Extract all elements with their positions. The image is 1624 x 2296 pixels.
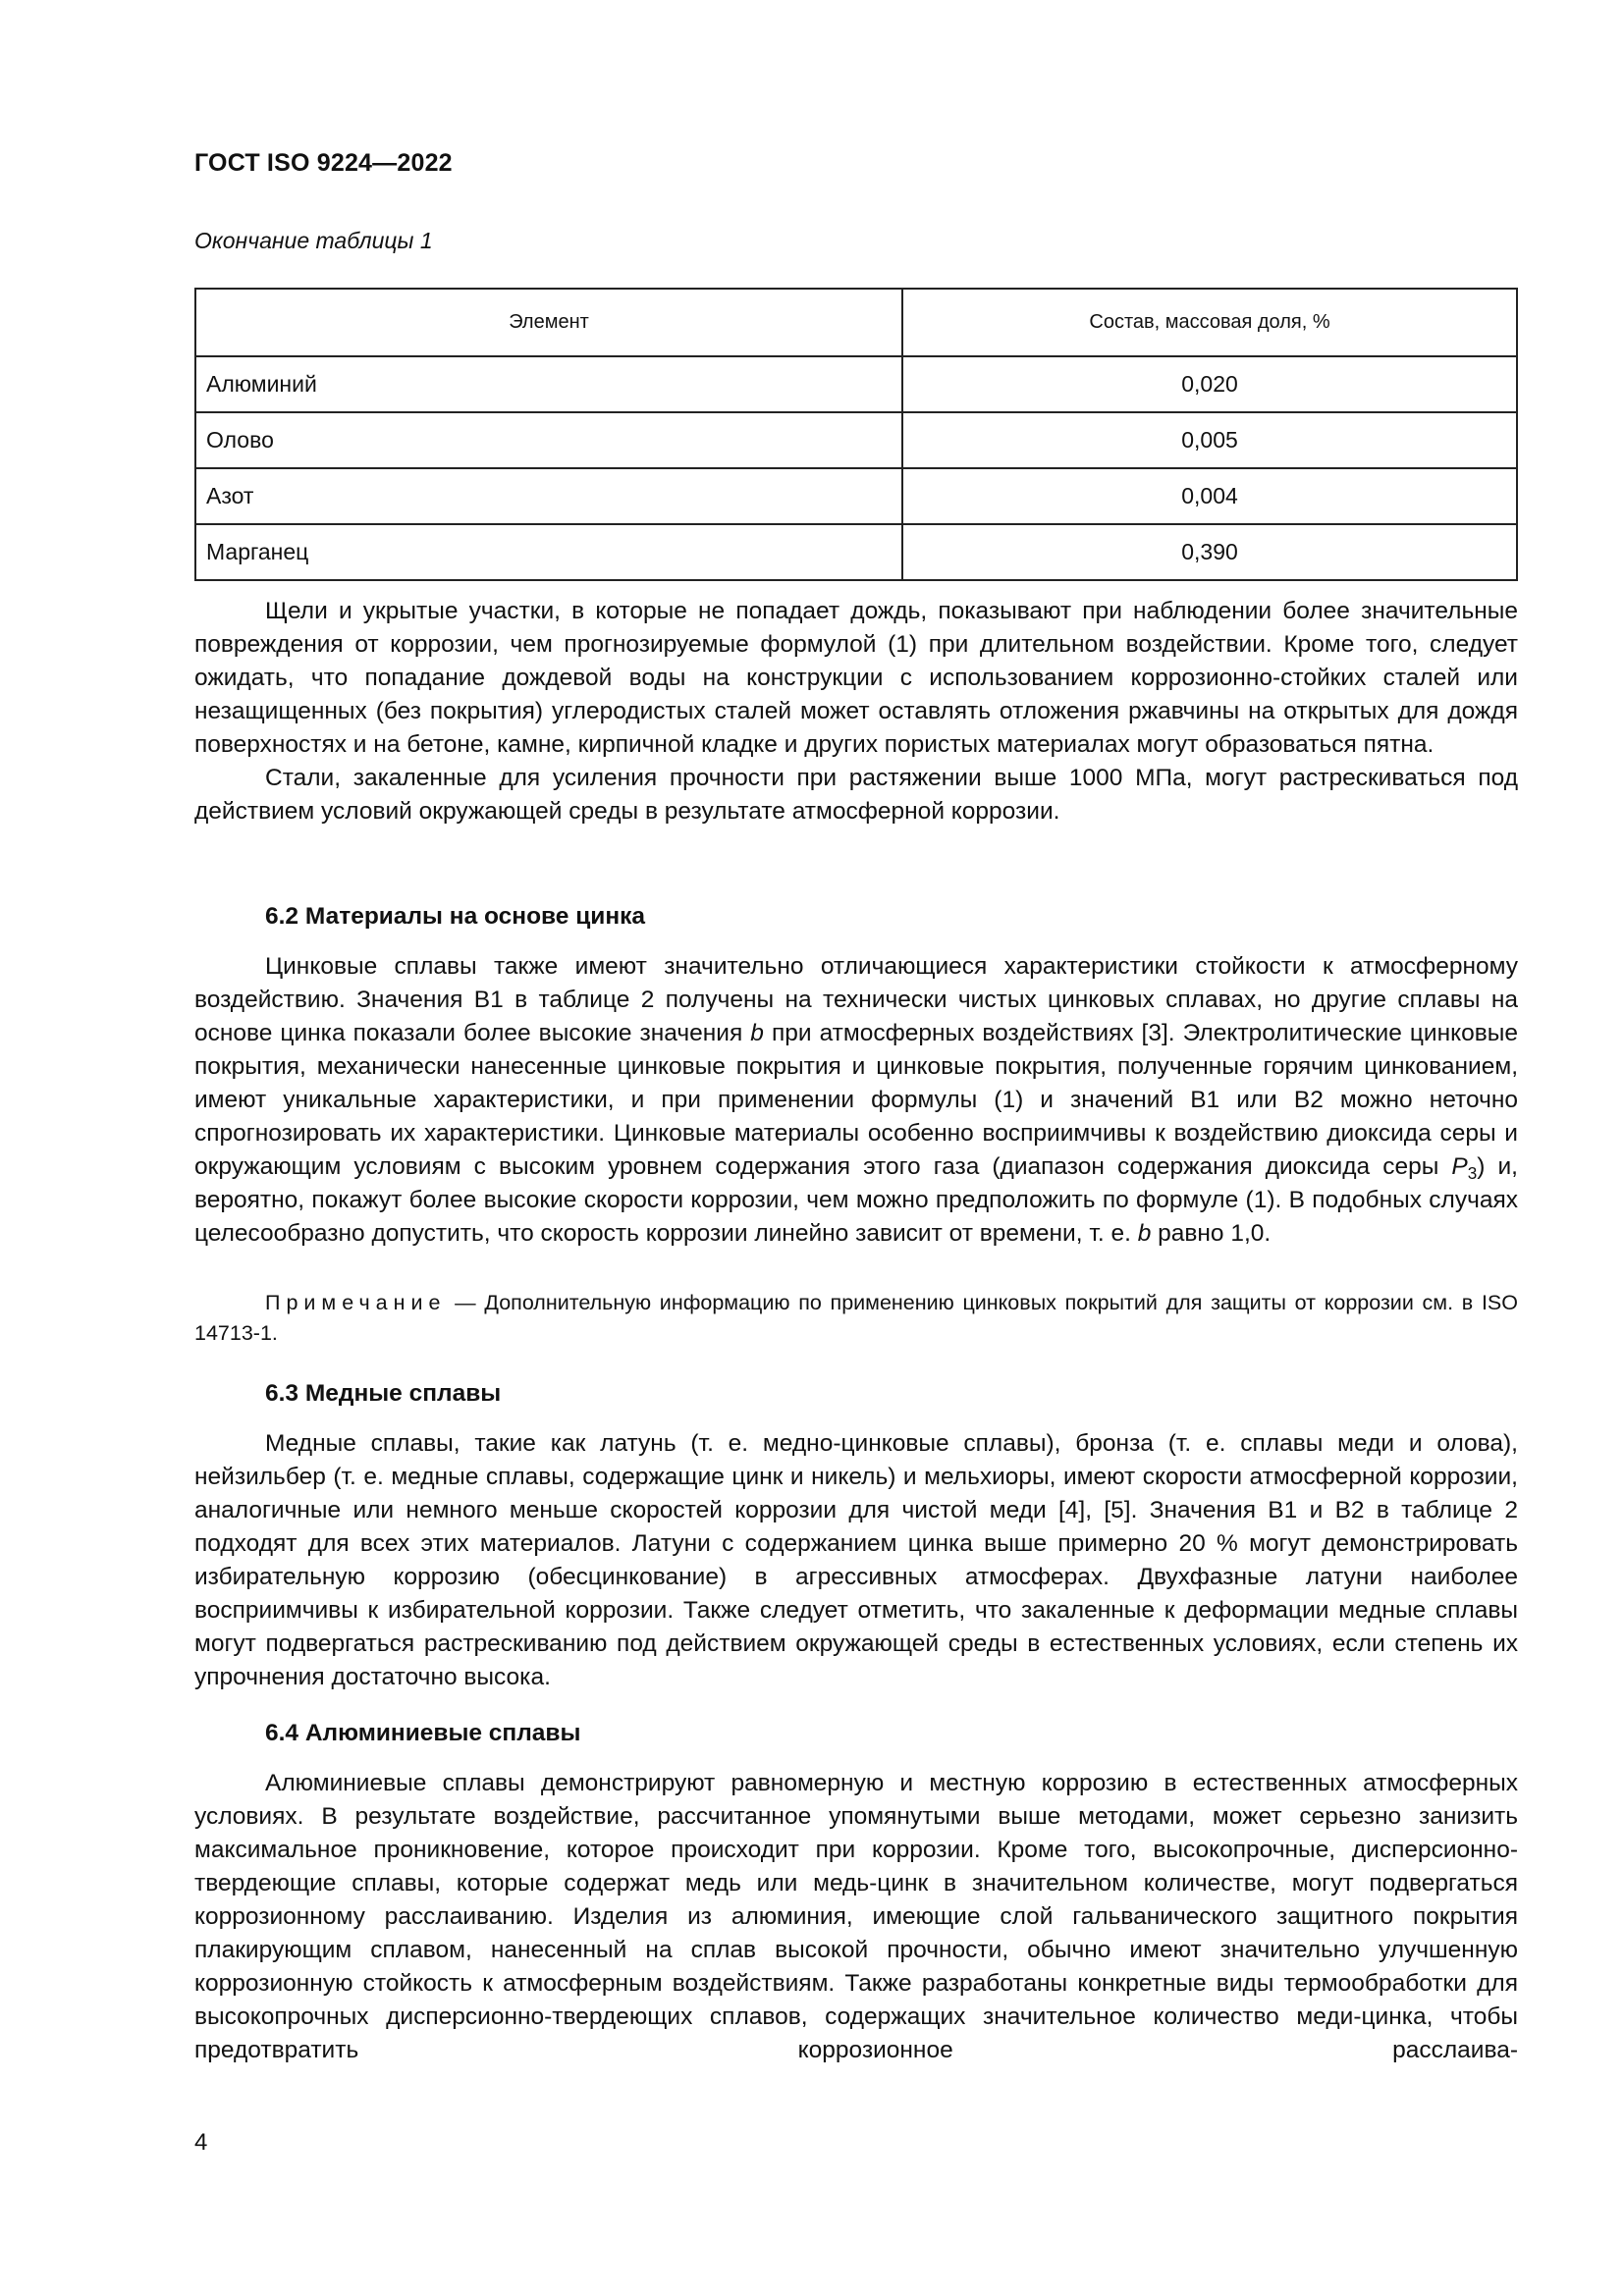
table-row [195,356,1517,412]
element-cell: Олово [195,412,902,468]
section-6-3-text [194,1427,1518,1694]
value-cell: 0,005 [902,412,1517,468]
variable-p-subscript: 3 [1467,1163,1478,1183]
note-text: — Дополнительную информацию по применению цинковых покрытий для защиты от коррозии см. в ISO 14713-1. [194,1291,1518,1345]
composition-table [194,288,1518,581]
note-label: Примечание [265,1291,447,1314]
table-caption: Окончание таблицы 1 [194,228,433,253]
paragraph: Стали, закаленные для усиления прочности при растяжении выше 1000 МПа, могут растрескиваться под действием условий окружающей среды в результате атмосферной коррозии. [194,765,1518,825]
document-header: ГОСТ ISO 9224—2022 [194,149,453,177]
table-row [195,468,1517,524]
variable-p: P [1451,1153,1468,1180]
section-6-2-text [194,950,1518,1251]
table-row [195,412,1517,468]
page-number: 4 [194,2129,208,2156]
variable-b: b [1137,1220,1152,1247]
element-cell: Азот [195,468,902,524]
variable-b: b [750,1020,764,1046]
value-cell: 0,020 [902,356,1517,412]
value-cell: 0,390 [902,524,1517,580]
note [194,1288,1518,1349]
section-6-4-text [194,1767,1518,2067]
intro-text [194,595,1518,828]
paragraph: Медные сплавы, такие как латунь (т. е. медно-цинковые сплавы), бронза (т. е. сплавы меди и олова), нейзильбер (т. е. медные сплавы, содержащие цинк и никель) и мельхиоры, имеют скорости атмосферной коррозии, аналогичные или немного меньше скоростей коррозии для чистой меди [4], [5]. Значения B1 и B2 в таблице 2 подходят для всех этих материалов. Латуни с содержанием цинка выше примерно 20 % могут демонстрировать избирательную коррозию (обесцинкование) в агрессивных атмосферах. Двухфазные латуни наиболее восприимчивы к избирательной коррозии. Также следует отметить, что закаленные к деформации медные сплавы могут подвергаться растрескиванию под действием окружающей среды в естественных условиях, если степень их упрочнения достаточно высока. [194,1430,1518,1690]
section-heading: 6.3 Медные сплавы [265,1380,502,1407]
section-heading: 6.4 Алюминиевые сплавы [265,1720,581,1746]
column-header-element: Элемент [195,289,902,356]
table-row [195,524,1517,580]
section-heading: 6.2 Материалы на основе цинка [265,903,646,930]
paragraph: Цинковые сплавы также имеют значительно отличающиеся характеристики стойкости к атмосферному воздействию. Значения B1 в таблице 2 получены на технически чистых цинковых сплавах, но другие сплавы на основе цинка показали более высокие значения b при атмосферных воздействиях [3]. Электролитические цинковые покрытия, механически нанесенные цинковые покрытия и цинковые покрытия, полученные горячим цинкованием, имеют уникальные характеристики, и при применении формулы (1) и значений B1 или B2 можно неточно спрогнозировать их характеристики. Цинковые материалы особенно восприимчивы к воздействию диоксида серы и окружающим условиям с высоким уровнем содержания этого газа (диапазон содержания диоксида серы $P_3$) и, вероятно, покажут более высокие скорости коррозии, чем можно предположить по формуле (1). В подобных случаях целесообразно допустить, что скорость коррозии линейно зависит от времени, т. е. b равно 1,0. [194,953,1518,1247]
paragraph: Алюминиевые сплавы демонстрируют равномерную и местную коррозию в естественных атмосферных условиях. В результате воздействие, рассчитанное упомянутыми выше методами, может серьезно занизить максимальное проникновение, которое происходит при коррозии. Кроме того, высокопрочные, дисперсионно-твердеющие сплавы, которые содержат медь или медь-цинк в значительном количестве, могут подвергаться коррозионному расслаиванию. Изделия из алюминия, имеющие слой гальванического защитного покрытия плакирующим сплавом, нанесенный на сплав высокой прочности, обычно имеют значительно улучшенную коррозионную стойкость к атмосферным воздействиям. Также разработаны конкретные виды термообработки для высокопрочных дисперсионно-твердеющих сплавов, содержащих значительное количество меди-цинка, чтобы предотвратить коррозионное расслаива- [194,1770,1518,2063]
element-cell: Марганец [195,524,902,580]
element-cell: Алюминий [195,356,902,412]
value-cell: 0,004 [902,468,1517,524]
paragraph: Щели и укрытые участки, в которые не попадает дождь, показывают при наблюдении более значительные повреждения от коррозии, чем прогнозируемые формулой (1) при длительном воздействии. Кроме того, следует ожидать, что попадание дождевой воды на конструкции с использованием коррозионно-стойких сталей или незащищенных (без покрытия) углеродистых сталей может оставлять отложения ржавчины на открытых для дождя поверхностях и на бетоне, камне, кирпичной кладке и других пористых материалах могут образоваться пятна. [194,598,1518,758]
table-header-row [195,289,1517,356]
column-header-composition: Состав, массовая доля, % [902,289,1517,356]
